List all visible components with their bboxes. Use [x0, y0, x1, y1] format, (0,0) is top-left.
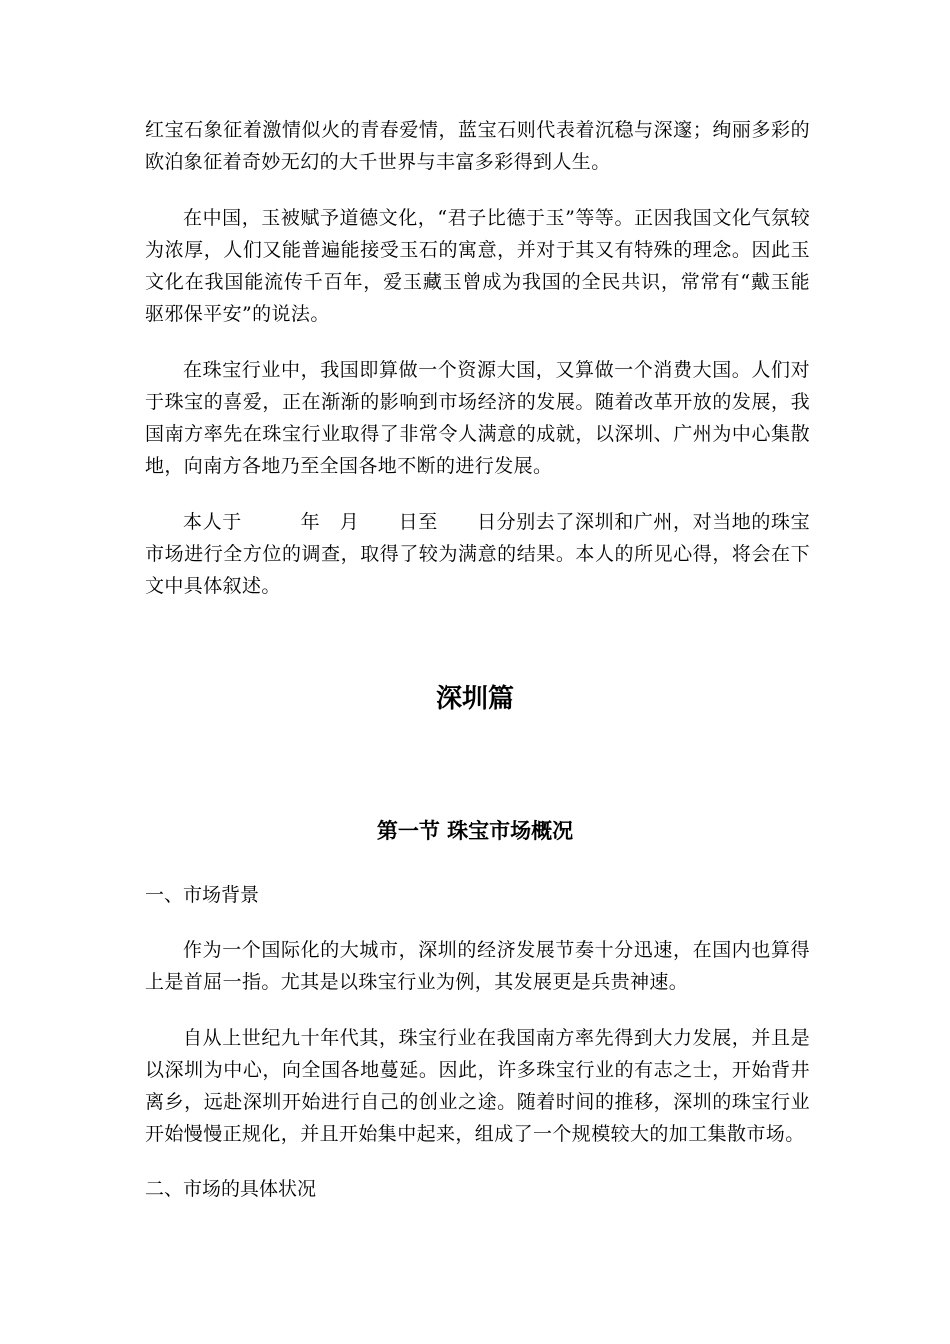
paragraph-jade-culture: 在中国，玉被赋予道德文化，“君子比德于玉”等等。正因我国文化气氛较为浓厚，人们又能普遍能接受玉石的寓意，并对于其又有特殊的理念。因此玉文化在我国能流传千百年，爱玉藏玉曾成为我国的全民共识，常常有“戴玉能驱邪保平安”的说法。 — [145, 207, 810, 325]
subsection-heading-background: 一、市场背景 — [145, 884, 260, 906]
paragraph-survey-trip: 本人于 年 月 日至 日分别去了深圳和广州，对当地的珠宝市场进行全方位的调查，取得了较为满意的结果。本人的所见心得，将会在下文中具体叙述。 — [145, 511, 810, 597]
subsection-heading-status: 二、市场的具体状况 — [145, 1178, 317, 1200]
part-title: 深圳篇 — [435, 684, 514, 714]
paragraph-jewelry-industry: 在珠宝行业中，我国即算做一个资源大国，又算做一个消费大国。人们对于珠宝的喜爱，正在渐渐的影响到市场经济的发展。随着改革开放的发展，我国南方率先在珠宝行业取得了非常令人满意的成就，以深圳、广州为中心集散地，向南方各地乃至全国各地不断的进行发展。 — [145, 359, 810, 477]
paragraph-gemstone-symbolism: 红宝石象征着激情似火的青春爱情，蓝宝石则代表着沉稳与深邃；绚丽多彩的欧泊象征着奇妙无幻的大千世界与丰富多彩得到人生。 — [145, 119, 810, 173]
paragraph-shenzhen-history: 自从上世纪九十年代其，珠宝行业在我国南方率先得到大力发展，并且是以深圳为中心，向全国各地蔓延。因此，许多珠宝行业的有志之士，开始背井离乡，远赴深圳开始进行自己的创业之途。随着时间的推移，深圳的珠宝行业开始慢慢正规化，并且开始集中起来，组成了一个规模较大的加工集散市场。 — [145, 1027, 810, 1145]
section-title: 第一节 珠宝市场概况 — [376, 818, 574, 843]
paragraph-shenzhen-economy: 作为一个国际化的大城市，深圳的经济发展节奏十分迅速，在国内也算得上是首屈一指。尤其是以珠宝行业为例，其发展更是兵贵神速。 — [145, 939, 810, 993]
